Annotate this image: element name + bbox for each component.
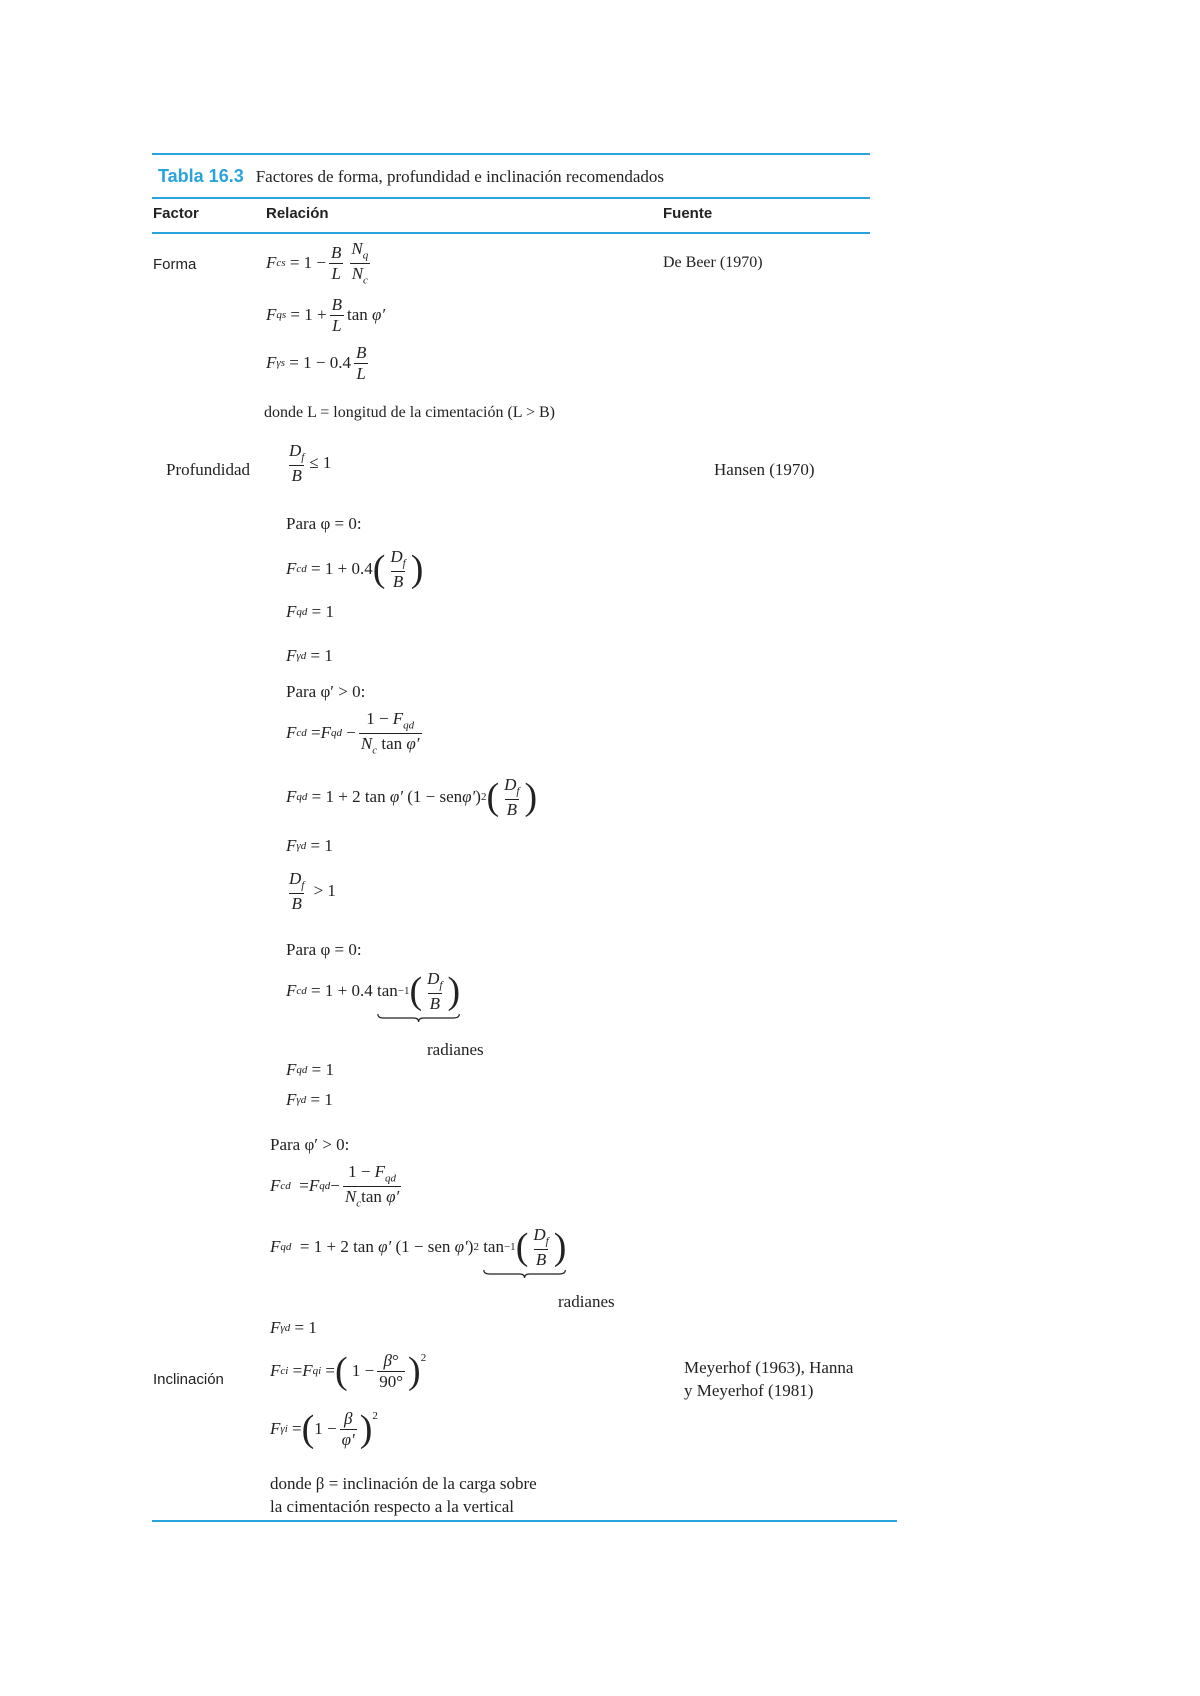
case1-phipos-label: Para φ′ > 0: bbox=[286, 682, 366, 701]
radianes-label-1: radianes bbox=[427, 1040, 484, 1059]
eq-fcd-1: F cd = 1 + 0.4 ( $\frac{D_f}{B}$ ) bbox=[286, 547, 424, 591]
eq-fqs: F qs = 1 + $\frac{B}{L}$ tan φ′ bbox=[266, 295, 386, 335]
factor-forma: Forma bbox=[153, 256, 197, 273]
case2-phipos-label: Para φ′ > 0: bbox=[270, 1135, 350, 1154]
note-inclinacion-1: donde β = inclinación de la carga sobre bbox=[270, 1474, 537, 1493]
eq-fcd-3: F cd = 1 + 0.4 tan −1 ( $\frac{D_f}{B}$ ) bbox=[286, 970, 460, 1013]
header-bottom-rule bbox=[152, 232, 870, 234]
underbrace-group-2: tan −1 ( $\frac{D_f}{B}$ ) bbox=[483, 1226, 566, 1269]
factor-profundidad: Profundidad bbox=[166, 460, 251, 479]
eq-fgd-4: F γd = 1 bbox=[270, 1318, 317, 1337]
top-rule bbox=[152, 153, 870, 155]
note-inclinacion-2: la cimentación respecto a la vertical bbox=[270, 1497, 515, 1516]
header-source: Fuente bbox=[663, 205, 713, 222]
bottom-rule bbox=[152, 1520, 897, 1522]
eq-fcs: F cs = 1 − $\frac{B}{L}$ $\frac{N_q}{N_c}$ bbox=[266, 239, 369, 287]
source-meyerhof-1: Meyerhof (1963), Hanna bbox=[684, 1358, 854, 1377]
case1-phi0-label: Para φ = 0: bbox=[286, 514, 362, 533]
eq-fci-fqi: F ci = F qi = ( 1 − $\frac{\beta^\circ}{90^\circ}$ ) 2 bbox=[270, 1350, 427, 1393]
eq-fqd-3: F qd = 1 bbox=[286, 1060, 334, 1079]
eq-fgd-2: F γd = 1 bbox=[286, 836, 333, 855]
underbrace-icon bbox=[377, 1013, 460, 1023]
eq-fgd-3: F γd = 1 bbox=[286, 1090, 333, 1109]
underbrace-icon bbox=[483, 1269, 566, 1279]
header-relation: Relación bbox=[266, 205, 329, 222]
eq-fgi: F γi = ( 1 − $\frac{\beta}{\varphi'}$ ) 2 bbox=[270, 1408, 378, 1451]
case2-phi0-label: Para φ = 0: bbox=[286, 940, 362, 959]
cond-df-b-le1: $\frac{D_f}{B}$ ≤ 1 bbox=[289, 441, 332, 485]
underbrace-group-1: tan −1 ( $\frac{D_f}{B}$ ) bbox=[377, 970, 460, 1013]
eq-fgd-1: F γd = 1 bbox=[286, 646, 333, 665]
eq-fqd-4: F qd = 1 + 2 tan φ′ (1 − sen φ′ ) 2 tan −1 ( $\frac{D_f}{B}$ ) bbox=[270, 1226, 566, 1269]
eq-fgs: F γs = 1 − 0.4 $\frac{B}{L}$ bbox=[266, 343, 367, 383]
eq-fcd-2: F cd = F qd − $\frac{1 - F_{qd}}{N_c \tan \varphi'}$ bbox=[286, 709, 420, 757]
radianes-label-2: radianes bbox=[558, 1292, 615, 1311]
factor-inclinacion: Inclinación bbox=[153, 1371, 224, 1388]
header-factor: Factor bbox=[153, 205, 199, 222]
eq-fqd-2: F qd = 1 + 2 tan φ′ (1 − sen φ′ ) 2 ( $\frac{D_f}{B}$ ) bbox=[286, 775, 538, 819]
table-title bbox=[158, 166, 664, 187]
eq-fcd-4: F cd = F qd − $\frac{1 - F_{qd}}{N_c\tan \varphi'}$ bbox=[270, 1162, 400, 1210]
cond-df-b-gt1: $\frac{D_f}{B}$ > 1 bbox=[289, 869, 336, 913]
header-top-rule bbox=[152, 197, 870, 199]
source-hansen: Hansen (1970) bbox=[714, 460, 815, 479]
table-label: Tabla 16.3 bbox=[158, 166, 244, 186]
table-caption: Factores de forma, profundidad e inclinación recomendados bbox=[255, 167, 665, 186]
note-forma: donde L = longitud de la cimentación (L > B) bbox=[264, 404, 556, 421]
source-debeer: De Beer (1970) bbox=[663, 254, 763, 271]
source-meyerhof-2: y Meyerhof (1981) bbox=[684, 1381, 814, 1400]
eq-fqd-1: F qd = 1 bbox=[286, 602, 334, 621]
